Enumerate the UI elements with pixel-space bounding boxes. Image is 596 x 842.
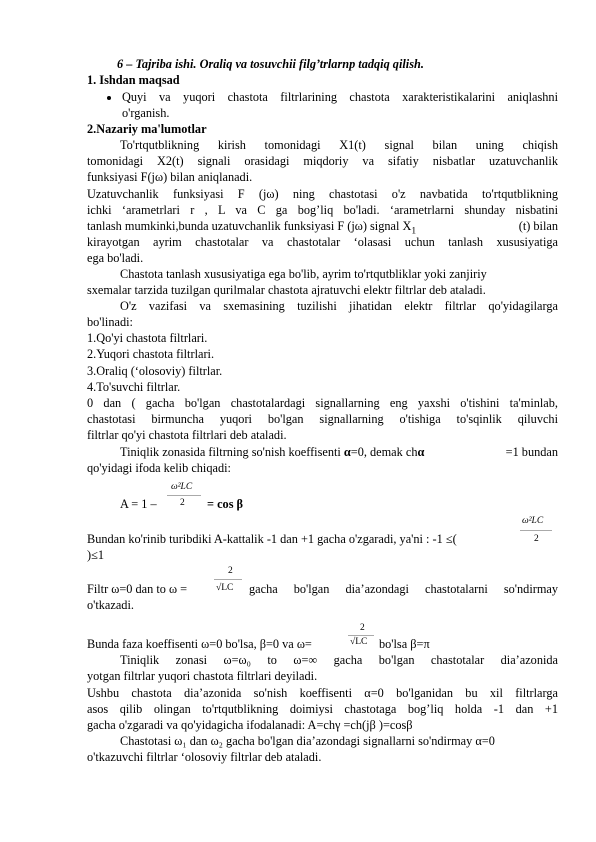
paragraph-line: Uzatuvchanlik funksiyasi F (jω) ning chastotasi o'z navbatida to'rtqutblikning xyxy=(87,187,558,201)
text-part: gacha bo'lgan dia’azondagi chastotalarni so'ndirmay xyxy=(249,582,558,596)
paragraph-line: yotgan filtrlar yuqori chastota filtrlari deyiladi. xyxy=(87,669,318,683)
paragraph-line: kirayotgan ayrim chastotalar va chastotalar ‘olasasi uchun tanlash xususiyatiga xyxy=(87,235,558,249)
paragraph-line: Bundan ko'rinib turibdiki A-kattalik -1 dan +1 gacha o'zgaradi, ya'ni : -1 ≤( xyxy=(87,532,457,546)
list-item: 2.Yuqori chastota filtrlari. xyxy=(87,347,215,361)
paragraph-line: To'rtqutblikning kirish tomonidagi X1(t) signal bilan uning chiqish xyxy=(120,138,558,152)
text-part: Tiniqlik zonasida filtrning so'nish koeffisenti xyxy=(120,445,344,459)
paragraph-line xyxy=(120,444,558,460)
paragraph-line: o'tkazadi. xyxy=(87,598,134,612)
paragraph-line: bo'lsa β=π xyxy=(379,637,430,651)
section-heading-theory: 2.Nazariy ma'lumotlar xyxy=(87,122,207,136)
paragraph-line: chastotasi birmuncha yuqori bo'lgan signallarning o'tishiga to'sqinlik qiluvchi xyxy=(87,412,558,426)
bullet-text-line: o'rganish. xyxy=(122,106,170,120)
paragraph-line: ega bo'ladi. xyxy=(87,251,144,265)
list-item: 1.Qo'yi chastota filtrlari. xyxy=(87,331,208,345)
equation-denominator: √LC xyxy=(216,583,234,593)
paragraph-line-part: (t) bilan xyxy=(518,219,558,233)
equation-numerator: 2 xyxy=(360,623,365,633)
fraction-bar xyxy=(167,495,201,496)
text-part: =1 bundan xyxy=(505,445,558,459)
text-part: =0, demak ch xyxy=(350,445,418,459)
fraction-bar xyxy=(520,530,552,531)
paragraph-line: O'z vazifasi va sxemasining tuzilishi jihatidan elektr filtrlar qo'yidagilarga xyxy=(120,299,558,313)
paragraph-line: Bunda faza koeffisenti ω=0 bo'lsa, β=0 va ω= xyxy=(87,637,312,651)
equation-denominator: √LC xyxy=(350,637,368,647)
paragraph-line xyxy=(87,581,558,597)
paragraph-line: )≤1 xyxy=(87,548,104,562)
alpha-symbol: α xyxy=(417,445,425,459)
paragraph-line: Ushbu chastota dia’azonida so'nish koeffisenti α=0 bo'lganidan bu xil filtrlarga xyxy=(87,686,558,700)
paragraph-line-part: tanlash mumkinki,bunda uzatuvchanlik funksiyasi F (jω) signal X xyxy=(87,219,412,233)
list-item: 4.To'suvchi filtrlar. xyxy=(87,380,181,394)
fraction-bar xyxy=(214,579,242,580)
alpha-symbol: α xyxy=(343,445,351,459)
paragraph-line: Tiniqlik zonasi ω=ω₀ to ω=∞ gacha bo'lgan chastotalar dia’azonida xyxy=(120,653,558,667)
paragraph-line: sxemalar tarzida tuzilgan qurilmalar chastota ajratuvchi elektr filtrlar deb ataladi. xyxy=(87,283,486,297)
paragraph-line: Chastotasi ω₁ dan ω₂ gacha bo'lgan dia’azondagi signallarni so'ndirmay α=0 xyxy=(120,734,495,748)
subscript: 1 xyxy=(411,226,417,237)
equation-denominator: 2 xyxy=(180,498,185,508)
equation-numerator: ω²LC xyxy=(171,482,193,492)
paragraph-line: bo'linadi: xyxy=(87,315,133,329)
paragraph-line: o'tkazuvchi filtrlar ‘olosoviy filtrlar deb ataladi. xyxy=(87,750,322,764)
paragraph-line: qo'yidagi ifoda kelib chiqadi: xyxy=(87,461,231,475)
paragraph-line: 0 dan ( gacha bo'lgan chastotalardagi signallarning eng yaxshi o'tishini ta'minlab, xyxy=(87,396,558,410)
equation-lhs: A = 1 – xyxy=(120,497,157,511)
paragraph-line: tomonidagi X2(t) signali orasidagi miqdoriy va sifatiy nisbatlar uzatuvchanlik xyxy=(87,154,558,168)
paragraph-line: ichki ‘arametrlari r , L va C ga bog’liq bo'ladi. ‘arametrlarni shunday nisbatini xyxy=(87,203,558,217)
text-part: Filtr ω=0 dan to ω = xyxy=(87,582,188,596)
equation-rhs: = cos β xyxy=(207,497,244,511)
fraction-bar xyxy=(348,635,374,636)
equation-denominator: 2 xyxy=(534,534,539,544)
bullet-text-line: Quyi va yuqori chastota filtrlarining chastota xarakteristikalarini aniqlashni xyxy=(122,90,558,104)
paragraph-line: gacha o'zgaradi va qo'yidagicha ifodalanadi: A=chγ =ch(jβ )=cosβ xyxy=(87,718,413,732)
paragraph-line: funksiyasi F(jω) bilan aniqlanadi. xyxy=(87,170,253,184)
page-title: 6 – Tajriba ishi. Oraliq va tosuvchii filg’trlarnp tadqiq qilish. xyxy=(117,57,424,71)
equation-numerator: ω²LC xyxy=(522,516,544,526)
list-item: 3.Oraliq (‘olosoviy) filtrlar. xyxy=(87,364,223,378)
section-heading-goal: 1. Ishdan maqsad xyxy=(87,73,180,87)
paragraph-line: Chastota tanlash xususiyatiga ega bo'lib, ayrim to'rtqutbliklar yoki zanjiriy xyxy=(120,267,487,281)
paragraph-line: filtrlar qo'yi chastota filtrlari deb ataladi. xyxy=(87,428,287,442)
equation-numerator: 2 xyxy=(228,566,233,576)
paragraph-line: asos qilib olingan to'rtqutblikning doimiysi chastotaga bog’liq holda -1 dan +1 xyxy=(87,702,558,716)
bullet-icon xyxy=(107,96,111,100)
